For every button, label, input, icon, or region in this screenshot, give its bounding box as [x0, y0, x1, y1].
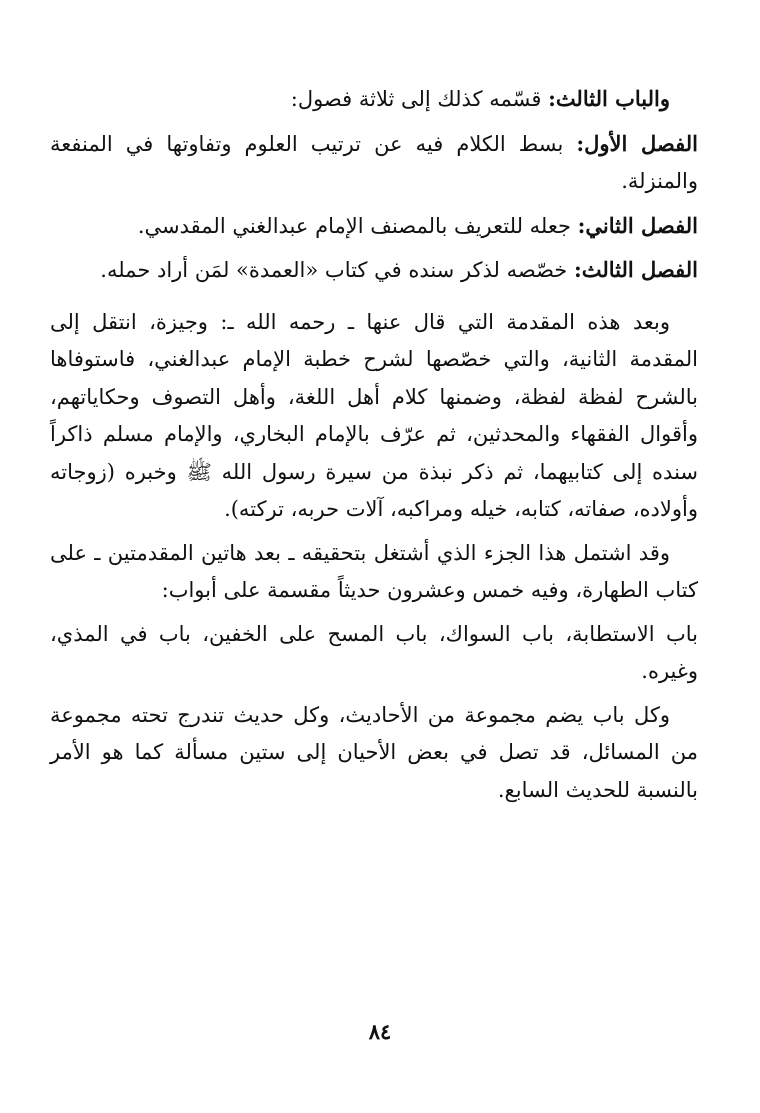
section-1: [50, 125, 698, 201]
section-1-text: بسط الكلام فيه عن ترتيب العلوم وتفاوتها في المنفعة والمنزلة.: [50, 131, 698, 193]
section-3-text: خصّصه لذكر سنده في كتاب «العمدة» لمَن أراد حمله.: [100, 258, 574, 282]
chapter-intro: [50, 80, 698, 119]
paragraph-3: باب الاستطابة، باب السواك، باب المسح على الخفين، باب في المذي، وغيره.: [50, 621, 698, 683]
paragraph-4: وكل باب يضم مجموعة من الأحاديث، وكل حديث تندرج تحته مجموعة من المسائل، قد تصل في بعض الأحيان إلى ستين مسألة كما هو الأمر بالنسبة للحديث السابع.: [50, 702, 698, 802]
section-2-label: الفصل الثاني:: [577, 212, 698, 238]
paragraph-1: وبعد هذه المقدمة التي قال عنها ـ رحمه الله ـ: وجيزة، انتقل إلى المقدمة الثانية، والتي خصّصها لشرح خطبة الإمام عبدالغني، فاستوفاها بالشرح لفظة لفظة، وضمنها كلام أهل اللغة، وأهل التصوف وحكاياتهم، وأقوال الفقهاء والمحدثين، ثم عرّف بالإمام البخاري، والإمام مسلم ذاكراً سنده إلى كتابيهما، ثم ذكر نبذة من سيرة رسول الله ﷺ وخبره (زوجاته وأولاده، صفاته، كتابه، خيله ومراكبه، آلات حربه، تركته).: [50, 309, 698, 521]
chapter-label: والباب الثالث:: [548, 86, 670, 111]
page-number: ٨٤: [368, 1019, 392, 1044]
section-3: [50, 251, 698, 290]
paragraph-2: وقد اشتمل هذا الجزء الذي أشتغل بتحقيقه ـ بعد هاتين المقدمتين ـ على كتاب الطهارة، وفيه خمس وعشرون حديثاً مقسمة على أبواب:: [50, 540, 698, 602]
chapter-intro-text: قسّمه كذلك إلى ثلاثة فصول:: [290, 87, 549, 111]
section-3-label: الفصل الثالث:: [573, 257, 698, 282]
section-1-label: الفصل الأول:: [576, 130, 698, 156]
section-2: [50, 207, 698, 246]
section-2-text: جعله للتعريف بالمصنف الإمام عبدالغني المقدسي.: [137, 213, 578, 238]
